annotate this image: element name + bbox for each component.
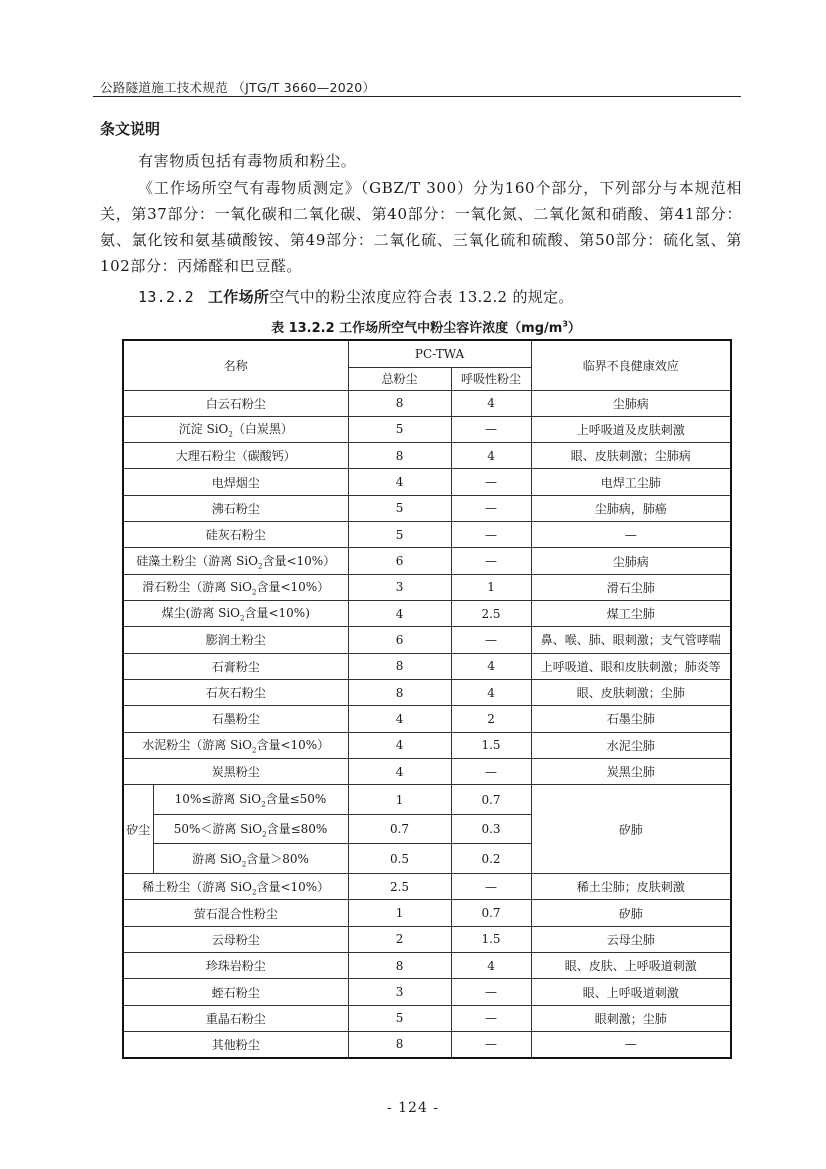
table-row — [123, 679, 731, 705]
cell-total-dust: 8 — [348, 653, 451, 679]
table-row — [123, 732, 731, 758]
cell-name: 硅灰石粉尘 — [123, 522, 348, 548]
table-row — [123, 953, 731, 979]
cell-total-dust: 8 — [348, 679, 451, 705]
cell-respirable-dust: 0.2 — [451, 844, 531, 874]
cell-health-effect: 稀土尘肺；皮肤刺激 — [531, 874, 731, 900]
cell-respirable-dust: 4 — [451, 653, 531, 679]
cell-total-dust: 5 — [348, 1005, 451, 1031]
table-row-silica — [123, 785, 731, 815]
cell-health-effect: 眼、皮肤刺激；尘肺病 — [531, 443, 731, 469]
cell-respirable-dust: 2 — [451, 706, 531, 732]
table-row — [123, 469, 731, 495]
cell-total-dust: 4 — [348, 732, 451, 758]
cell-name: 稀土粉尘（游离 SiO$_2$含量<10%） — [123, 874, 348, 900]
cell-respirable-dust: 2.5 — [451, 601, 531, 627]
cell-health-effect: — — [531, 1031, 731, 1058]
cell-health-effect: 水泥尘肺 — [531, 732, 731, 758]
table-row — [123, 758, 731, 784]
cell-respirable-dust: 4 — [451, 679, 531, 705]
cell-name: 白云石粉尘 — [123, 390, 348, 416]
cell-respirable-dust: 1 — [451, 574, 531, 600]
cell-total-dust: 2.5 — [348, 874, 451, 900]
cell-name: 煤尘(游离 SiO$_2$含量<10%) — [123, 601, 348, 627]
cell-silica-subtype: 50%＜游离 SiO$_2$含量≤80% — [153, 814, 348, 844]
cell-respirable-dust: — — [451, 548, 531, 574]
cell-health-effect: 眼、上呼吸道刺激 — [531, 979, 731, 1005]
cell-name: 蛭石粉尘 — [123, 979, 348, 1005]
cell-total-dust: 5 — [348, 495, 451, 521]
cell-respirable-dust: — — [451, 627, 531, 653]
cell-total-dust: 8 — [348, 953, 451, 979]
table-row — [123, 979, 731, 1005]
cell-health-effect: 电焊工尘肺 — [531, 469, 731, 495]
cell-silica-subtype: 游离 SiO$_2$含量＞80% — [153, 844, 348, 874]
table-row — [123, 653, 731, 679]
cell-respirable-dust: — — [451, 874, 531, 900]
table-row — [123, 495, 731, 521]
cell-respirable-dust: — — [451, 758, 531, 784]
cell-total-dust: 5 — [348, 522, 451, 548]
cell-respirable-dust: 0.7 — [451, 900, 531, 926]
cell-name: 水泥粉尘（游离 SiO$_2$含量<10%） — [123, 732, 348, 758]
cell-total-dust: 6 — [348, 548, 451, 574]
cell-name: 石墨粉尘 — [123, 706, 348, 732]
cell-total-dust: 4 — [348, 758, 451, 784]
cell-respirable-dust: — — [451, 522, 531, 548]
paragraph-2: 《工作场所空气有毒物质测定》（GBZ/T 300）分为160个部分，下列部分与本规范相关，第37部分：一氧化碳和二氧化碳、第40部分：一氧化氮、二氧化氮和硝酸、第41部分：氨、氯化铵和氨基磺酸铵、第49部分：二氧化硫、三氧化硫和硫酸、第50部分：硫化氢、第102部分：丙烯醛和巴豆醛。 — [100, 179, 742, 275]
cell-name: 电焊烟尘 — [123, 469, 348, 495]
cell-respirable-dust: — — [451, 1005, 531, 1031]
cell-total-dust: 0.5 — [348, 844, 451, 874]
cell-silica-subtype: 10%≤游离 SiO$_2$含量≤50% — [153, 785, 348, 815]
cell-respirable-dust: — — [451, 979, 531, 1005]
cell-respirable-dust: 4 — [451, 953, 531, 979]
cell-silica-effect: 矽肺 — [531, 785, 731, 874]
table-row — [123, 390, 731, 416]
cell-total-dust: 5 — [348, 416, 451, 442]
table-row — [123, 601, 731, 627]
cell-respirable-dust: 0.7 — [451, 785, 531, 815]
cell-respirable-dust: 4 — [451, 443, 531, 469]
cell-health-effect: 矽肺 — [531, 900, 731, 926]
clause-bold-text: 工作场所 — [208, 288, 270, 306]
cell-name: 沉淀 SiO$_2$（白炭黑） — [123, 416, 348, 442]
header-rule — [93, 96, 741, 97]
header-name: 名称 — [123, 340, 348, 390]
header-total-dust: 总粉尘 — [348, 367, 451, 390]
cell-name: 炭黑粉尘 — [123, 758, 348, 784]
cell-health-effect: 石墨尘肺 — [531, 706, 731, 732]
header-effect: 临界不良健康效应 — [531, 340, 731, 390]
cell-total-dust: 3 — [348, 574, 451, 600]
cell-respirable-dust: — — [451, 495, 531, 521]
cell-name: 大理石粉尘（碳酸钙） — [123, 443, 348, 469]
cell-respirable-dust: — — [451, 1031, 531, 1058]
cell-total-dust: 4 — [348, 706, 451, 732]
header-pctwa: PC-TWA — [348, 340, 531, 367]
clause-number: 13.2.2 — [138, 288, 194, 306]
cell-total-dust: 8 — [348, 390, 451, 416]
cell-health-effect: 鼻、喉、肺、眼刺激；支气管哮喘 — [531, 627, 731, 653]
cell-health-effect: 滑石尘肺 — [531, 574, 731, 600]
table-row — [123, 1031, 731, 1058]
table-row — [123, 574, 731, 600]
cell-name: 膨润土粉尘 — [123, 627, 348, 653]
cell-respirable-dust: — — [451, 469, 531, 495]
cell-total-dust: 3 — [348, 979, 451, 1005]
cell-respirable-dust: 1.5 — [451, 926, 531, 952]
cell-total-dust: 4 — [348, 469, 451, 495]
table-row — [123, 627, 731, 653]
table-row — [123, 443, 731, 469]
cell-respirable-dust: 4 — [451, 390, 531, 416]
cell-name: 硅藻土粉尘（游离 SiO$_2$含量<10%） — [123, 548, 348, 574]
clause-text: 空气中的粉尘浓度应符合表 13.2.2 的规定。 — [269, 288, 574, 306]
cell-health-effect: — — [531, 522, 731, 548]
cell-respirable-dust: — — [451, 416, 531, 442]
cell-name: 萤石混合性粉尘 — [123, 900, 348, 926]
paragraph-1: 有害物质包括有毒物质和粉尘。 — [138, 152, 357, 170]
cell-name: 石膏粉尘 — [123, 653, 348, 679]
section-heading: 条文说明 — [100, 120, 161, 138]
cell-total-dust: 1 — [348, 785, 451, 815]
table-row — [123, 548, 731, 574]
cell-health-effect: 眼刺激；尘肺 — [531, 1005, 731, 1031]
running-header: 公路隧道施工技术规范 （JTG/T 3660—2020） — [100, 80, 376, 95]
cell-health-effect: 眼、皮肤、上呼吸道刺激 — [531, 953, 731, 979]
table-row — [123, 416, 731, 442]
table-row — [123, 1005, 731, 1031]
dust-concentration-table — [122, 339, 732, 1059]
cell-health-effect: 云母尘肺 — [531, 926, 731, 952]
cell-total-dust: 8 — [348, 443, 451, 469]
cell-total-dust: 8 — [348, 1031, 451, 1058]
table-row — [123, 522, 731, 548]
cell-respirable-dust: 1.5 — [451, 732, 531, 758]
cell-health-effect: 尘肺病 — [531, 548, 731, 574]
cell-health-effect: 眼、皮肤刺激；尘肺 — [531, 679, 731, 705]
cell-total-dust: 6 — [348, 627, 451, 653]
cell-total-dust: 1 — [348, 900, 451, 926]
table-caption: 表 13.2.2 工作场所空气中粉尘容许浓度$(mg/m^3)$ — [271, 319, 581, 336]
cell-health-effect: 上呼吸道及皮肤刺激 — [531, 416, 731, 442]
cell-health-effect: 上呼吸道、眼和皮肤刺激；肺炎等 — [531, 653, 731, 679]
table-row — [123, 900, 731, 926]
cell-total-dust: 2 — [348, 926, 451, 952]
table-row — [123, 926, 731, 952]
cell-health-effect: 煤工尘肺 — [531, 601, 731, 627]
cell-name: 石灰石粉尘 — [123, 679, 348, 705]
header-respirable-dust: 呼吸性粉尘 — [451, 367, 531, 390]
cell-total-dust: 0.7 — [348, 814, 451, 844]
cell-health-effect: 尘肺病 — [531, 390, 731, 416]
cell-name: 珍珠岩粉尘 — [123, 953, 348, 979]
cell-health-effect: 炭黑尘肺 — [531, 758, 731, 784]
cell-name: 其他粉尘 — [123, 1031, 348, 1058]
table-row — [123, 874, 731, 900]
page-number: - 124 - — [386, 1100, 440, 1116]
cell-health-effect: 尘肺病，肺癌 — [531, 495, 731, 521]
cell-respirable-dust: 0.3 — [451, 814, 531, 844]
cell-name: 沸石粉尘 — [123, 495, 348, 521]
clause-13-2-2 — [138, 286, 574, 307]
cell-silica-group: 矽尘 — [123, 785, 153, 874]
table-row — [123, 706, 731, 732]
cell-name: 重晶石粉尘 — [123, 1005, 348, 1031]
cell-name: 滑石粉尘（游离 SiO$_2$含量<10%） — [123, 574, 348, 600]
cell-name: 云母粉尘 — [123, 926, 348, 952]
cell-total-dust: 4 — [348, 601, 451, 627]
